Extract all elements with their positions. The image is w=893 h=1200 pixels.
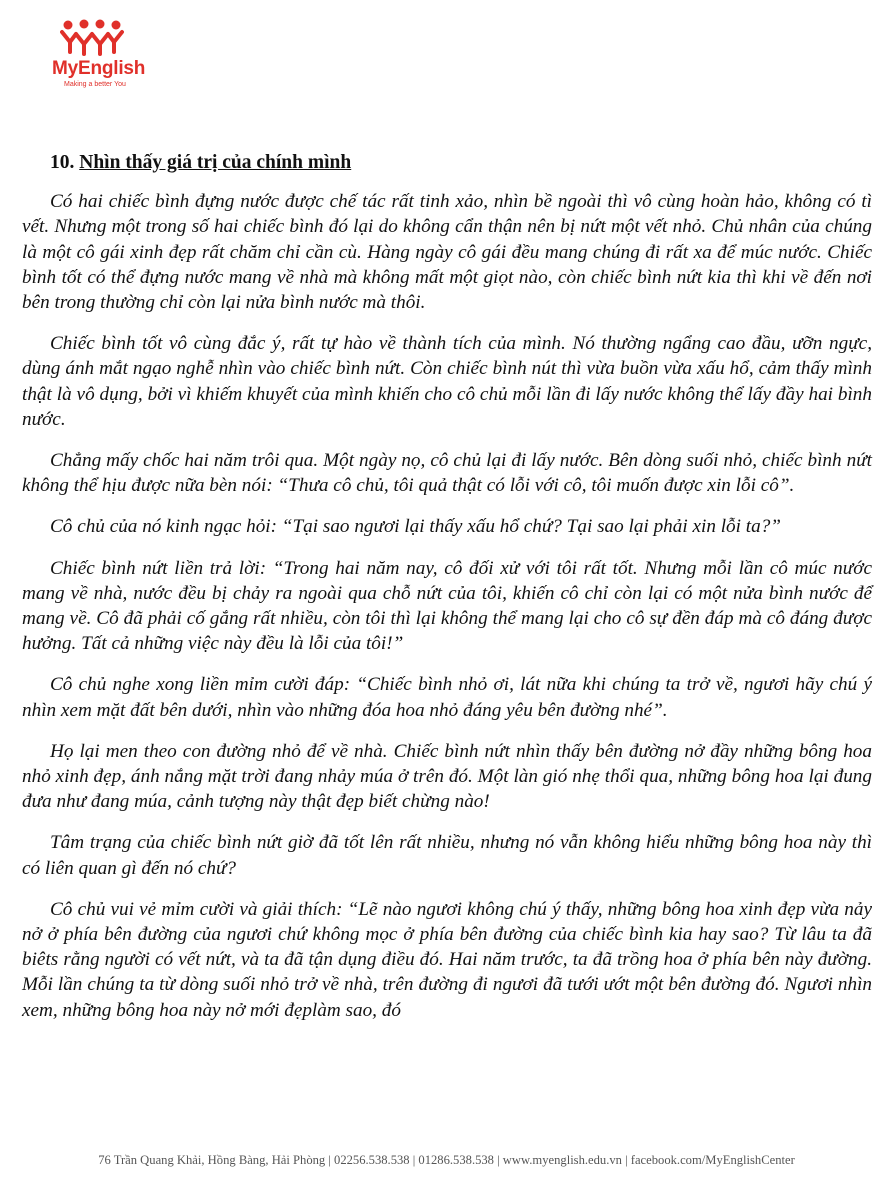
heading-number: 10. (50, 152, 75, 173)
paragraph: Cô chủ vui vẻ mỉm cười và giải thích: “Lẽ nào ngươi không chú ý thấy, những bông hoa xinh đẹp vừa nảy nở ở phía bên đường của ngươi chứ không mọc ở phía bên đường của chiếc bình kia hay sao? Từ lâu ta đã biêts rằng người có vết nứt, và ta đã tận dụng điều đó. Hai năm trước, ta đã trồng hoa ở phía bên này đường. Mỗi lần chúng ta từ dòng suối nhỏ trở về nhà, trên đường đi ngươi đã tưới ướt một bên đường đó. Ngươi nhìn xem, những bông hoa này nở mới đẹplàm sao, đó (22, 898, 872, 1021)
paragraph: Tâm trạng của chiếc bình nứt giờ đã tốt lên rất nhiều, nhưng nó vẫn không hiểu những bông hoa này thì có liên quan gì đến nó chứ? (22, 832, 872, 879)
page-footer: 76 Trần Quang Khải, Hồng Bàng, Hải Phòng | 02256.538.538 | 01286.538.538 | www.myenglish.edu.vn | facebook.com/MyEnglishCenter (98, 1153, 795, 1167)
paragraph: Họ lại men theo con đường nhỏ để về nhà. Chiếc bình nứt nhìn thấy bên đường nở đầy những bông hoa nhỏ xinh đẹp, ánh nắng mặt trời đang nhảy múa ở trên đó. Một làn gió nhẹ thổi qua, những bông hoa lại đung đưa như đang múa, cảnh tượng này thật đẹp biết chừng nào! (22, 740, 872, 813)
paragraph: Có hai chiếc bình đựng nước được chế tác rất tinh xảo, nhìn bề ngoài thì vô cùng hoàn hảo, không có tì vết. Nhưng một trong số hai chiếc bình đó lại do không cẩn thận nên bị nứt một vết nhỏ. Chủ nhân của chúng là một cô gái xinh đẹp rất chăm chỉ cần cù. Hàng ngày cô gái đều mang chúng đi rất xa để múc nước. Chiếc bình tốt có thể đựng nước mang về nhà mà không mất một giọt nào, còn chiếc bình nứt kia thì khi về đến nơi bên trong thường chỉ còn lại nửa bình nước mà thôi. (22, 191, 872, 314)
paragraph: Chẳng mấy chốc hai năm trôi qua. Một ngày nọ, cô chủ lại đi lấy nước. Bên dòng suối nhỏ, chiếc bình nứt không thể hịu được nữa bèn nói: “Thưa cô chủ, tôi quả thật có lỗi với cô, tôi muốn được xin lỗi cô”. (22, 450, 872, 497)
logo-tagline: Making a better You (64, 81, 126, 88)
heading-title: Nhìn thấy giá trị của chính mình (79, 152, 352, 173)
section-heading (50, 150, 872, 175)
paragraph: Cô chủ của nó kinh ngạc hỏi: “Tại sao ngươi lại thấy xấu hổ chứ? Tại sao lại phải xin lỗi ta?” (50, 516, 781, 538)
logo-brand-text: MyEnglish (52, 58, 146, 79)
myenglish-logo (52, 18, 162, 93)
article-body (22, 150, 872, 1039)
paragraph: Chiếc bình tốt vô cùng đắc ý, rất tự hào về thành tích của mình. Nó thường ngẩng cao đầu, ưỡn ngực, dùng ánh mắt ngạo nghễ nhìn vào chiếc bình nứt. Còn chiếc bình nút thì vừa buồn vừa xấu hổ, cảm thấy mình thật là vô dụng, bởi vì khiếm khuyết của mình khiến cho cô chủ mỗi lần đi lấy nước không thể lấy đầy hai bình nước. (22, 333, 872, 430)
people-logo-icon (60, 18, 124, 58)
paragraph: Chiếc bình nứt liền trả lời: “Trong hai năm nay, cô đối xử với tôi rất tốt. Nhưng mỗi lần cô múc nước mang về nhà, nước đều bị chảy ra ngoài qua chỗ nứt của tôi, khiến cô chỉ còn lại có một nửa bình nước để mang về. Cô đã phải cố gắng rất nhiều, còn tôi thì lại không thể mang lại cho cô sự đền đáp mà cô đáng được hưởng. Tất cả những việc này đều là lỗi của tôi!” (22, 557, 872, 655)
paragraph: Cô chủ nghe xong liền mỉm cười đáp: “Chiếc bình nhỏ ơi, lát nữa khi chúng ta trở về, ngươi hãy chú ý nhìn xem mặt đất bên dưới, nhìn vào những đóa hoa nhỏ đáng yêu bên đường nhé”. (22, 674, 872, 721)
